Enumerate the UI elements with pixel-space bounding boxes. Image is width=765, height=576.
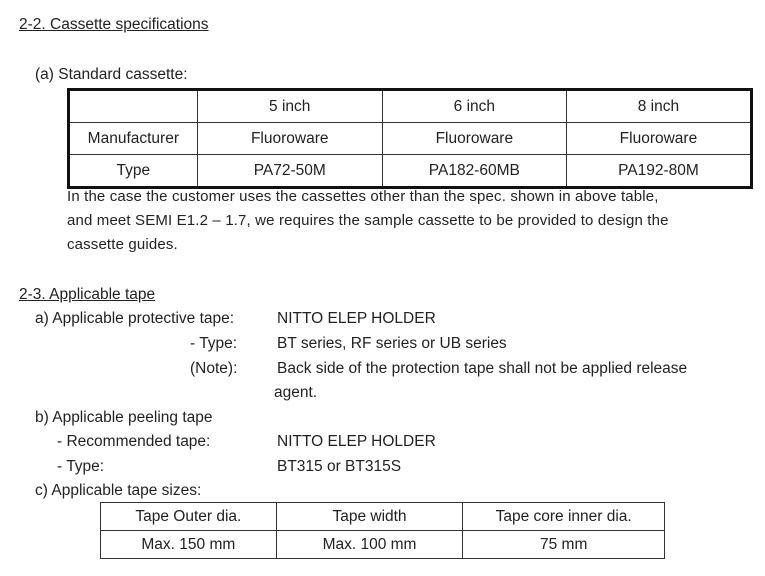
peeling-type-label: - Type: bbox=[57, 458, 105, 475]
note-label: (Note): bbox=[190, 360, 238, 377]
table-cell: Fluoroware bbox=[197, 123, 382, 155]
section-heading-cassette: 2-2. Cassette specifications bbox=[19, 16, 209, 33]
peeling-tape-label: b) Applicable peeling tape bbox=[35, 409, 213, 426]
note-line: In the case the customer uses the cassettes other than the spec. shown in above table, bbox=[67, 188, 659, 205]
table-header-cell bbox=[69, 90, 198, 123]
table-header-cell: 6 inch bbox=[382, 90, 566, 123]
protective-type-value: BT series, RF series or UB series bbox=[277, 335, 507, 352]
table-header-cell: 5 inch bbox=[197, 90, 382, 123]
table-cell: Fluoroware bbox=[566, 123, 751, 155]
table-cell: Max. 150 mm bbox=[101, 531, 277, 559]
table-cell: PA192-80M bbox=[566, 155, 751, 188]
table-header-row bbox=[69, 90, 752, 123]
tape-sizes-label: c) Applicable tape sizes: bbox=[35, 482, 202, 499]
table-cell: Manufacturer bbox=[69, 123, 198, 155]
section-heading-tape: 2-3. Applicable tape bbox=[19, 286, 156, 303]
table-row bbox=[69, 155, 752, 188]
table-row bbox=[69, 123, 752, 155]
table-cell: Type bbox=[69, 155, 198, 188]
protective-tape-label: a) Applicable protective tape: bbox=[35, 310, 235, 327]
note-line: cassette guides. bbox=[67, 236, 178, 253]
table-cell: PA72-50M bbox=[197, 155, 382, 188]
protective-type-label: - Type: bbox=[190, 335, 238, 352]
table-row bbox=[101, 531, 665, 559]
table-header-cell: Tape width bbox=[276, 503, 463, 531]
table-header-cell: Tape core inner dia. bbox=[463, 503, 665, 531]
table-header-cell: Tape Outer dia. bbox=[101, 503, 277, 531]
subheading-standard-cassette: (a) Standard cassette: bbox=[35, 66, 188, 83]
table-header-row bbox=[101, 503, 665, 531]
note-line: and meet SEMI E1.2 – 1.7, we requires the sample cassette to be provided to design the bbox=[67, 212, 669, 229]
table-cell: Max. 100 mm bbox=[276, 531, 463, 559]
peeling-type-value: BT315 or BT315S bbox=[277, 458, 402, 475]
table-cell: Fluoroware bbox=[382, 123, 566, 155]
cassette-spec-table bbox=[67, 88, 753, 189]
protective-tape-value: NITTO ELEP HOLDER bbox=[277, 310, 436, 327]
tape-sizes-table bbox=[100, 502, 665, 559]
recommended-tape-value: NITTO ELEP HOLDER bbox=[277, 433, 436, 450]
recommended-tape-label: - Recommended tape: bbox=[57, 433, 211, 450]
table-header-cell: 8 inch bbox=[566, 90, 751, 123]
note-text: Back side of the protection tape shall not be applied release bbox=[277, 360, 688, 377]
table-cell: PA182-60MB bbox=[382, 155, 566, 188]
table-cell: 75 mm bbox=[463, 531, 665, 559]
note-text-continued: agent. bbox=[274, 384, 318, 401]
